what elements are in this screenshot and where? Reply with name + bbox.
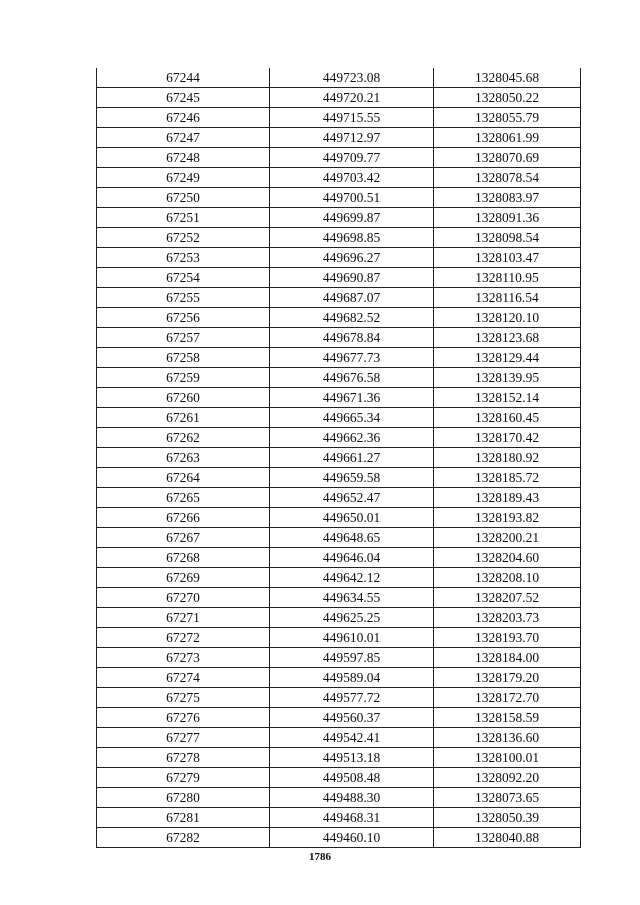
- x-coordinate-cell: 449646.04: [270, 548, 434, 568]
- table-row: [97, 568, 581, 588]
- table-row: [97, 308, 581, 328]
- point-id-cell: 67256: [97, 308, 270, 328]
- x-coordinate-cell: 449650.01: [270, 508, 434, 528]
- y-coordinate-cell: 1328184.00: [434, 648, 581, 668]
- point-id-cell: 67271: [97, 608, 270, 628]
- y-coordinate-cell: 1328129.44: [434, 348, 581, 368]
- y-coordinate-cell: 1328203.73: [434, 608, 581, 628]
- x-coordinate-cell: 449715.55: [270, 108, 434, 128]
- x-coordinate-cell: 449661.27: [270, 448, 434, 468]
- point-id-cell: 67244: [97, 68, 270, 88]
- x-coordinate-cell: 449676.58: [270, 368, 434, 388]
- y-coordinate-cell: 1328045.68: [434, 68, 581, 88]
- point-id-cell: 67278: [97, 748, 270, 768]
- point-id-cell: 67279: [97, 768, 270, 788]
- point-id-cell: 67282: [97, 828, 270, 848]
- x-coordinate-cell: 449659.58: [270, 468, 434, 488]
- y-coordinate-cell: 1328078.54: [434, 168, 581, 188]
- table-row: [97, 168, 581, 188]
- table-row: [97, 688, 581, 708]
- table-row: [97, 188, 581, 208]
- point-id-cell: 67267: [97, 528, 270, 548]
- table-row: [97, 828, 581, 848]
- y-coordinate-cell: 1328179.20: [434, 668, 581, 688]
- y-coordinate-cell: 1328136.60: [434, 728, 581, 748]
- point-id-cell: 67268: [97, 548, 270, 568]
- point-id-cell: 67258: [97, 348, 270, 368]
- x-coordinate-cell: 449648.65: [270, 528, 434, 548]
- y-coordinate-cell: 1328208.10: [434, 568, 581, 588]
- x-coordinate-cell: 449682.52: [270, 308, 434, 328]
- page-number: 1786: [309, 851, 331, 863]
- table-row: [97, 208, 581, 228]
- table-row: [97, 388, 581, 408]
- point-id-cell: 67269: [97, 568, 270, 588]
- table-row: [97, 548, 581, 568]
- point-id-cell: 67272: [97, 628, 270, 648]
- table-row: [97, 768, 581, 788]
- y-coordinate-cell: 1328055.79: [434, 108, 581, 128]
- x-coordinate-cell: 449687.07: [270, 288, 434, 308]
- table-row: [97, 128, 581, 148]
- table-row: [97, 608, 581, 628]
- point-id-cell: 67261: [97, 408, 270, 428]
- x-coordinate-cell: 449671.36: [270, 388, 434, 408]
- x-coordinate-cell: 449678.84: [270, 328, 434, 348]
- point-id-cell: 67255: [97, 288, 270, 308]
- table-row: [97, 748, 581, 768]
- y-coordinate-cell: 1328040.88: [434, 828, 581, 848]
- x-coordinate-cell: 449665.34: [270, 408, 434, 428]
- x-coordinate-cell: 449642.12: [270, 568, 434, 588]
- x-coordinate-cell: 449723.08: [270, 68, 434, 88]
- table-row: [97, 808, 581, 828]
- table-row: [97, 628, 581, 648]
- point-id-cell: 67280: [97, 788, 270, 808]
- table-row: [97, 708, 581, 728]
- x-coordinate-cell: 449560.37: [270, 708, 434, 728]
- table-row: [97, 328, 581, 348]
- point-id-cell: 67249: [97, 168, 270, 188]
- table-row: [97, 528, 581, 548]
- y-coordinate-cell: 1328193.82: [434, 508, 581, 528]
- x-coordinate-cell: 449703.42: [270, 168, 434, 188]
- x-coordinate-cell: 449677.73: [270, 348, 434, 368]
- y-coordinate-cell: 1328160.45: [434, 408, 581, 428]
- x-coordinate-cell: 449699.87: [270, 208, 434, 228]
- table-row: [97, 108, 581, 128]
- point-id-cell: 67270: [97, 588, 270, 608]
- x-coordinate-cell: 449542.41: [270, 728, 434, 748]
- table-row: [97, 468, 581, 488]
- y-coordinate-cell: 1328120.10: [434, 308, 581, 328]
- point-id-cell: 67274: [97, 668, 270, 688]
- y-coordinate-cell: 1328092.20: [434, 768, 581, 788]
- point-id-cell: 67264: [97, 468, 270, 488]
- point-id-cell: 67281: [97, 808, 270, 828]
- table-row: [97, 788, 581, 808]
- point-id-cell: 67245: [97, 88, 270, 108]
- x-coordinate-cell: 449696.27: [270, 248, 434, 268]
- y-coordinate-cell: 1328098.54: [434, 228, 581, 248]
- x-coordinate-cell: 449610.01: [270, 628, 434, 648]
- y-coordinate-cell: 1328172.70: [434, 688, 581, 708]
- x-coordinate-cell: 449712.97: [270, 128, 434, 148]
- table-row: [97, 728, 581, 748]
- y-coordinate-cell: 1328103.47: [434, 248, 581, 268]
- y-coordinate-cell: 1328123.68: [434, 328, 581, 348]
- x-coordinate-cell: 449589.04: [270, 668, 434, 688]
- table-row: [97, 148, 581, 168]
- y-coordinate-cell: 1328180.92: [434, 448, 581, 468]
- y-coordinate-cell: 1328139.95: [434, 368, 581, 388]
- point-id-cell: 67250: [97, 188, 270, 208]
- x-coordinate-cell: 449700.51: [270, 188, 434, 208]
- x-coordinate-cell: 449634.55: [270, 588, 434, 608]
- y-coordinate-cell: 1328185.72: [434, 468, 581, 488]
- point-id-cell: 67262: [97, 428, 270, 448]
- table-row: [97, 348, 581, 368]
- point-id-cell: 67247: [97, 128, 270, 148]
- x-coordinate-cell: 449709.77: [270, 148, 434, 168]
- x-coordinate-cell: 449652.47: [270, 488, 434, 508]
- x-coordinate-cell: 449577.72: [270, 688, 434, 708]
- table-row: [97, 368, 581, 388]
- y-coordinate-cell: 1328100.01: [434, 748, 581, 768]
- y-coordinate-cell: 1328204.60: [434, 548, 581, 568]
- y-coordinate-cell: 1328158.59: [434, 708, 581, 728]
- point-id-cell: 67263: [97, 448, 270, 468]
- point-id-cell: 67259: [97, 368, 270, 388]
- y-coordinate-cell: 1328152.14: [434, 388, 581, 408]
- y-coordinate-cell: 1328189.43: [434, 488, 581, 508]
- point-id-cell: 67266: [97, 508, 270, 528]
- y-coordinate-cell: 1328170.42: [434, 428, 581, 448]
- table-row: [97, 508, 581, 528]
- table-row: [97, 68, 581, 88]
- x-coordinate-cell: 449662.36: [270, 428, 434, 448]
- point-id-cell: 67265: [97, 488, 270, 508]
- y-coordinate-cell: 1328207.52: [434, 588, 581, 608]
- y-coordinate-cell: 1328110.95: [434, 268, 581, 288]
- point-id-cell: 67257: [97, 328, 270, 348]
- point-id-cell: 67254: [97, 268, 270, 288]
- point-id-cell: 67252: [97, 228, 270, 248]
- y-coordinate-cell: 1328193.70: [434, 628, 581, 648]
- x-coordinate-cell: 449690.87: [270, 268, 434, 288]
- table-row: [97, 228, 581, 248]
- table-row: [97, 488, 581, 508]
- x-coordinate-cell: 449698.85: [270, 228, 434, 248]
- table-row: [97, 268, 581, 288]
- coordinate-table-body: [97, 68, 581, 848]
- y-coordinate-cell: 1328073.65: [434, 788, 581, 808]
- y-coordinate-cell: 1328116.54: [434, 288, 581, 308]
- point-id-cell: 67251: [97, 208, 270, 228]
- y-coordinate-cell: 1328083.97: [434, 188, 581, 208]
- x-coordinate-cell: 449625.25: [270, 608, 434, 628]
- point-id-cell: 67277: [97, 728, 270, 748]
- point-id-cell: 67246: [97, 108, 270, 128]
- x-coordinate-cell: 449488.30: [270, 788, 434, 808]
- x-coordinate-cell: 449720.21: [270, 88, 434, 108]
- table-row: [97, 408, 581, 428]
- y-coordinate-cell: 1328070.69: [434, 148, 581, 168]
- table-row: [97, 88, 581, 108]
- y-coordinate-cell: 1328061.99: [434, 128, 581, 148]
- y-coordinate-cell: 1328050.39: [434, 808, 581, 828]
- point-id-cell: 67260: [97, 388, 270, 408]
- table-row: [97, 668, 581, 688]
- table-row: [97, 288, 581, 308]
- point-id-cell: 67275: [97, 688, 270, 708]
- y-coordinate-cell: 1328200.21: [434, 528, 581, 548]
- point-id-cell: 67273: [97, 648, 270, 668]
- table-row: [97, 248, 581, 268]
- table-row: [97, 588, 581, 608]
- point-id-cell: 67276: [97, 708, 270, 728]
- x-coordinate-cell: 449513.18: [270, 748, 434, 768]
- point-id-cell: 67248: [97, 148, 270, 168]
- x-coordinate-cell: 449597.85: [270, 648, 434, 668]
- x-coordinate-cell: 449508.48: [270, 768, 434, 788]
- y-coordinate-cell: 1328091.36: [434, 208, 581, 228]
- y-coordinate-cell: 1328050.22: [434, 88, 581, 108]
- table-row: [97, 428, 581, 448]
- table-row: [97, 448, 581, 468]
- point-id-cell: 67253: [97, 248, 270, 268]
- table-row: [97, 648, 581, 668]
- coordinate-table: [96, 68, 581, 848]
- x-coordinate-cell: 449468.31: [270, 808, 434, 828]
- x-coordinate-cell: 449460.10: [270, 828, 434, 848]
